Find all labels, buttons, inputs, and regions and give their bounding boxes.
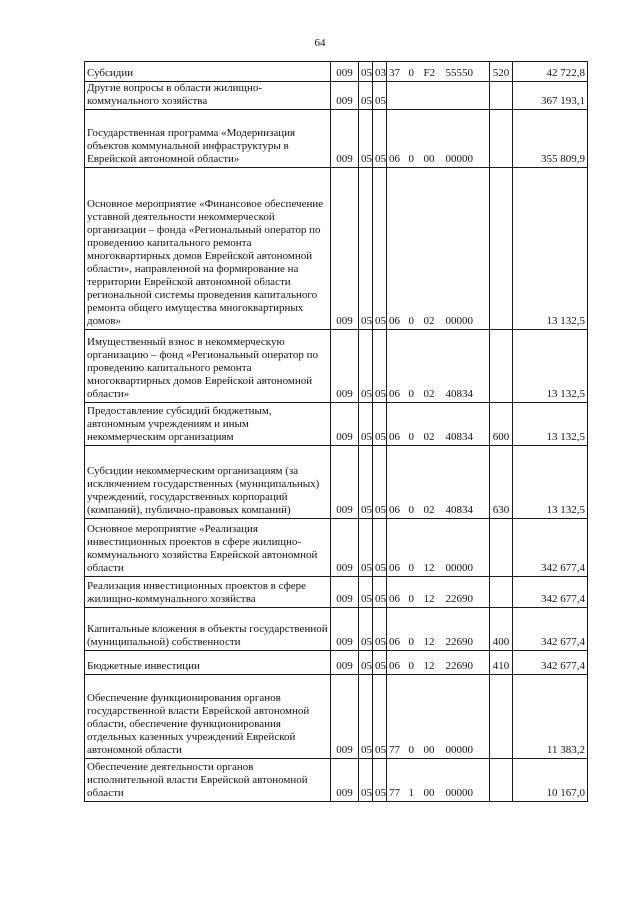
table-row (85, 759, 588, 802)
row-description: Основное мероприятие «Реализация инвестиционных проектов в сфере жилищно-коммунального хозяйства Еврейской автономной области (85, 519, 331, 577)
row-description: Бюджетные инвестиции (85, 651, 331, 675)
row-amount: 342 677,4 (513, 608, 588, 651)
row-description: Обеспечение деятельности органов исполнительной власти Еврейской автономной области (85, 759, 331, 802)
activity-code: 12 (422, 651, 444, 675)
activity-code: 12 (422, 608, 444, 651)
admin-code: 009 (331, 519, 359, 577)
table-row (85, 110, 588, 168)
subprogram-code: 0 (407, 446, 422, 519)
row-description: Капитальные вложения в объекты государственной (муниципальной) собственности (85, 608, 331, 651)
admin-code: 009 (331, 651, 359, 675)
program-code: 77 (387, 675, 407, 759)
section-code: 05 (359, 446, 373, 519)
expense-type-code (490, 110, 513, 168)
admin-code: 009 (331, 82, 359, 110)
subsection-code: 05 (373, 759, 387, 802)
table-row (85, 608, 588, 651)
admin-code: 009 (331, 110, 359, 168)
subprogram-code: 0 (407, 330, 422, 403)
direction-code: 40834 (444, 330, 490, 403)
activity-code: 00 (422, 675, 444, 759)
program-code (387, 82, 407, 110)
subsection-code: 05 (373, 330, 387, 403)
activity-code: 02 (422, 446, 444, 519)
activity-code: 02 (422, 403, 444, 446)
table-row (85, 403, 588, 446)
table-row (85, 62, 588, 82)
expense-type-code (490, 168, 513, 330)
subprogram-code: 0 (407, 519, 422, 577)
budget-table (84, 61, 588, 802)
table-row (85, 82, 588, 110)
section-code: 05 (359, 168, 373, 330)
table-row (85, 651, 588, 675)
section-code: 05 (359, 519, 373, 577)
direction-code: 00000 (444, 519, 490, 577)
row-amount: 355 809,9 (513, 110, 588, 168)
subprogram-code: 1 (407, 759, 422, 802)
subsection-code: 05 (373, 168, 387, 330)
section-code: 05 (359, 62, 373, 82)
subprogram-code: 0 (407, 577, 422, 608)
program-code: 06 (387, 519, 407, 577)
admin-code: 009 (331, 168, 359, 330)
admin-code: 009 (331, 62, 359, 82)
table-row (85, 519, 588, 577)
subsection-code: 03 (373, 62, 387, 82)
subprogram-code: 0 (407, 608, 422, 651)
row-description: Имущественный взнос в некоммерческую организацию – фонд «Региональный оператор по проведению капитального ремонта многоквартирных домов Еврейской автономной области» (85, 330, 331, 403)
program-code: 06 (387, 608, 407, 651)
table-row (85, 446, 588, 519)
row-amount: 10 167,0 (513, 759, 588, 802)
direction-code (444, 82, 490, 110)
subsection-code: 05 (373, 608, 387, 651)
row-description: Государственная программа «Модернизация объектов коммунальной инфраструктуры в Еврейской автономной области» (85, 110, 331, 168)
subprogram-code: 0 (407, 168, 422, 330)
activity-code: 02 (422, 330, 444, 403)
row-amount: 13 132,5 (513, 403, 588, 446)
expense-type-code (490, 82, 513, 110)
section-code: 05 (359, 675, 373, 759)
row-amount: 342 677,4 (513, 577, 588, 608)
direction-code: 40834 (444, 403, 490, 446)
section-code: 05 (359, 403, 373, 446)
row-amount: 342 677,4 (513, 519, 588, 577)
admin-code: 009 (331, 675, 359, 759)
subsection-code: 05 (373, 403, 387, 446)
subprogram-code (407, 82, 422, 110)
table-row (85, 675, 588, 759)
direction-code: 22690 (444, 577, 490, 608)
activity-code (422, 82, 444, 110)
table-row (85, 168, 588, 330)
direction-code: 00000 (444, 168, 490, 330)
expense-type-code: 630 (490, 446, 513, 519)
direction-code: 00000 (444, 675, 490, 759)
expense-type-code (490, 330, 513, 403)
expense-type-code: 600 (490, 403, 513, 446)
row-amount: 13 132,5 (513, 446, 588, 519)
table-row (85, 330, 588, 403)
subprogram-code: 0 (407, 651, 422, 675)
direction-code: 22690 (444, 608, 490, 651)
activity-code: 02 (422, 168, 444, 330)
expense-type-code: 520 (490, 62, 513, 82)
section-code: 05 (359, 759, 373, 802)
row-description: Другие вопросы в области жилищно-коммунального хозяйства (85, 82, 331, 110)
activity-code: F2 (422, 62, 444, 82)
admin-code: 009 (331, 403, 359, 446)
section-code: 05 (359, 651, 373, 675)
program-code: 06 (387, 403, 407, 446)
subprogram-code: 0 (407, 110, 422, 168)
program-code: 06 (387, 577, 407, 608)
direction-code: 00000 (444, 110, 490, 168)
row-description: Обеспечение функционирования органов государственной власти Еврейской автономной области, обеспечение функционирования отдельных казенных учреждений Еврейской автономной области (85, 675, 331, 759)
row-amount: 42 722,8 (513, 62, 588, 82)
program-code: 06 (387, 168, 407, 330)
program-code: 06 (387, 446, 407, 519)
activity-code: 12 (422, 519, 444, 577)
subsection-code: 05 (373, 82, 387, 110)
row-amount: 13 132,5 (513, 330, 588, 403)
subprogram-code: 0 (407, 62, 422, 82)
expense-type-code (490, 675, 513, 759)
subprogram-code: 0 (407, 675, 422, 759)
program-code: 37 (387, 62, 407, 82)
subsection-code: 05 (373, 446, 387, 519)
expense-type-code: 400 (490, 608, 513, 651)
expense-type-code (490, 577, 513, 608)
subprogram-code: 0 (407, 403, 422, 446)
section-code: 05 (359, 82, 373, 110)
activity-code: 12 (422, 577, 444, 608)
subsection-code: 05 (373, 577, 387, 608)
row-amount: 11 383,2 (513, 675, 588, 759)
subsection-code: 05 (373, 519, 387, 577)
row-amount: 342 677,4 (513, 651, 588, 675)
direction-code: 55550 (444, 62, 490, 82)
expense-type-code: 410 (490, 651, 513, 675)
row-description: Субсидии (85, 62, 331, 82)
section-code: 05 (359, 577, 373, 608)
row-description: Предоставление субсидий бюджетным, автономным учреждениям и иным некоммерческим организациям (85, 403, 331, 446)
row-amount: 13 132,5 (513, 168, 588, 330)
subsection-code: 05 (373, 651, 387, 675)
subsection-code: 05 (373, 675, 387, 759)
subsection-code: 05 (373, 110, 387, 168)
table-row (85, 577, 588, 608)
row-description: Реализация инвестиционных проектов в сфере жилищно-коммунального хозяйства (85, 577, 331, 608)
expense-type-code (490, 519, 513, 577)
admin-code: 009 (331, 759, 359, 802)
admin-code: 009 (331, 608, 359, 651)
direction-code: 00000 (444, 759, 490, 802)
direction-code: 40834 (444, 446, 490, 519)
program-code: 06 (387, 651, 407, 675)
program-code: 06 (387, 330, 407, 403)
activity-code: 00 (422, 110, 444, 168)
activity-code: 00 (422, 759, 444, 802)
page-number: 64 (314, 37, 326, 49)
row-amount: 367 193,1 (513, 82, 588, 110)
admin-code: 009 (331, 577, 359, 608)
program-code: 77 (387, 759, 407, 802)
section-code: 05 (359, 110, 373, 168)
program-code: 06 (387, 110, 407, 168)
direction-code: 22690 (444, 651, 490, 675)
admin-code: 009 (331, 446, 359, 519)
section-code: 05 (359, 330, 373, 403)
row-description: Субсидии некоммерческим организациям (за исключением государственных (муниципальных) учреждений, государственных корпораций (компаний), публично-правовых компаний) (85, 446, 331, 519)
row-description: Основное мероприятие «Финансовое обеспечение уставной деятельности некоммерческой организации – фонда «Региональный оператор по проведению капитального ремонта многоквартирных домов Еврейской автономной области», направленной на формирование на территории Еврейской автономной области региональной системы проведения капитального ремонта общего имущества многоквартирных домов» (85, 168, 331, 330)
admin-code: 009 (331, 330, 359, 403)
section-code: 05 (359, 608, 373, 651)
expense-type-code (490, 759, 513, 802)
